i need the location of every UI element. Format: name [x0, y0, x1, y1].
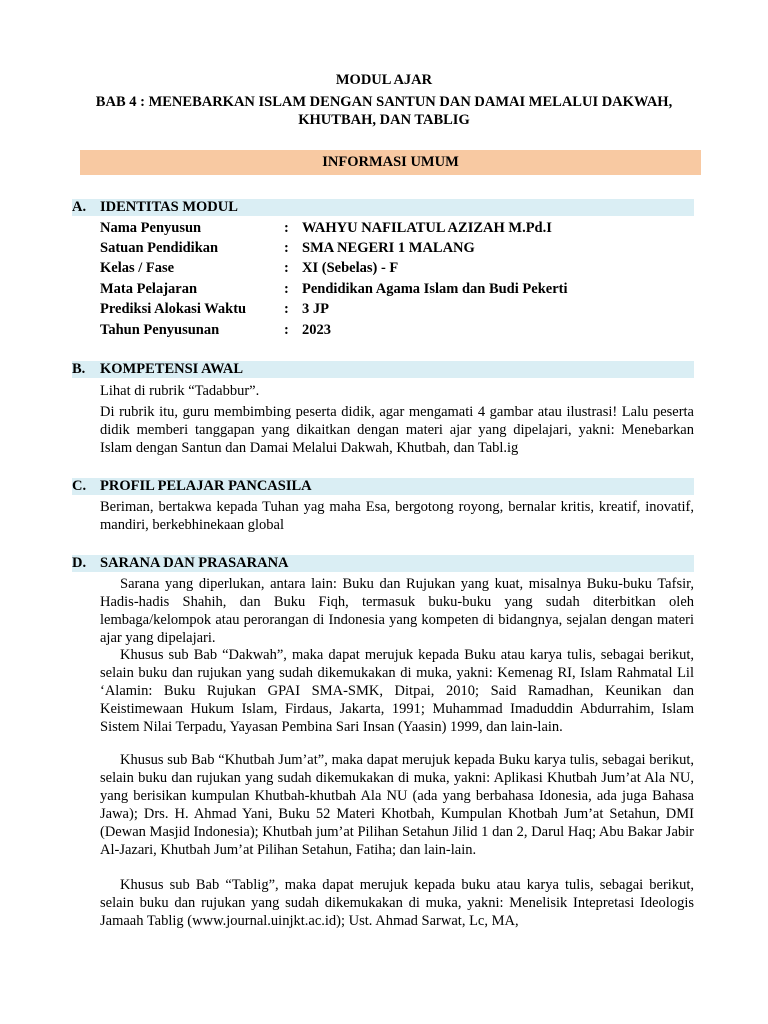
identity-value: 3 JP: [302, 301, 329, 317]
section-b-heading: [72, 361, 694, 378]
identity-colon: :: [284, 281, 289, 297]
chapter-title-line-2: KHUTBAH, DAN TABLIG: [298, 112, 470, 128]
section-title: IDENTITAS MODUL: [100, 199, 238, 215]
identity-key: Kelas / Fase: [100, 260, 175, 276]
section-letter: B.: [72, 361, 86, 377]
section-c-heading: [72, 478, 694, 495]
identity-colon: :: [284, 301, 289, 317]
identity-value: WAHYU NAFILATUL AZIZAH M.Pd.I: [302, 220, 552, 236]
dakwah-references-paragraph: Khusus sub Bab “Dakwah”, maka dapat merujuk kepada Buku atau karya tulis, sebagai berikut, selain buku dan rujukan yang sudah dikemukakan di muka, yakni: Kemenag RI, Islam Rahmatal Lil ‘Alamin: Buku Rujukan GPAI SMA-SMK, Ditpai, 2010; Said Ramadhan, Keunikan dan Keistimewaan Hukum Islam, Firdaus, Jakarta, 1991; Muhammad Imaduddin Abdurrahim, Islam Sistem Nilai Terpadu, Yayasan Pembina Sari Insan (Yaasin) 1999, dan lain-lain.: [100, 647, 694, 735]
facilities-paragraph: Sarana yang diperlukan, antara lain: Buku dan Rujukan yang kuat, misalnya Buku-buku Tafsir, Hadis-hadis Shahih, dan Buku Fiqh, termasuk buku-buku yang sudah diterbitkan oleh lembaga/kelompok atau perorangan di Indonesia yang kompeten di bidangnya, sejalan dengan materi ajar yang dipelajari.: [100, 576, 694, 646]
section-d-heading: [72, 555, 694, 572]
document-title: MODUL AJAR: [335, 72, 433, 88]
khutbah-references-paragraph: Khusus sub Bab “Khutbah Jum’at”, maka dapat merujuk kepada Buku karya tulis, sebagai berikut, selain buku dan rujukan yang sudah dikemukakan di muka, yakni: Aplikasi Khutbah Jum’at Ala NU, yang berisikan kumpulan Khutbah-khutbah Ala NU (ada yang berbahasa Idonesia, ada juga Bahasa Jawa); Drs. H. Ahmad Yani, Buku 52 Materi Khotbah, Kumpulan Khotbah Jum’at Setahun, DMI (Dewan Masjid Indonesia); Khutbah jum’at Pilihan Setahun Jilid 1 dan 2, Darul Haq; Abu Bakar Jabir Al-Jazari, Khutbah Jum’at Pilihan Setahun, Fatiha; dan lain-lain.: [100, 752, 694, 858]
chapter-title: [60, 93, 708, 129]
section-letter: D.: [72, 555, 87, 571]
section-title: KOMPETENSI AWAL: [100, 361, 244, 377]
general-info-banner: INFORMASI UMUM: [80, 150, 701, 175]
identity-value: 2023: [302, 322, 331, 338]
section-title: PROFIL PELAJAR PANCASILA: [100, 478, 312, 494]
identity-value: XI (Sebelas) - F: [302, 260, 399, 276]
section-letter: C.: [72, 478, 87, 494]
identity-key: Nama Penyusun: [100, 220, 202, 236]
identity-colon: :: [284, 322, 289, 338]
identity-colon: :: [284, 220, 289, 236]
initial-competence-text: Di rubrik itu, guru membimbing peserta didik, agar mengamati 4 gambar atau ilustrasi! Lalu peserta didik memberi tanggapan yang dikaitkan dengan materi ajar yang dipelajari, yakni: Menebarkan Islam dengan Santun dan Damai Melalui Dakwah, Khutbah, dan Tabl.ig: [100, 404, 694, 456]
chapter-title-line-1: BAB 4 : MENEBARKAN ISLAM DENGAN SANTUN DAN DAMAI MELALUI DAKWAH,: [95, 94, 673, 110]
identity-key: Tahun Penyusunan: [100, 322, 220, 338]
section-a-heading: [72, 199, 694, 216]
identity-colon: :: [284, 240, 289, 256]
section-letter: A.: [72, 199, 87, 215]
pancasila-profile-text: Beriman, bertakwa kepada Tuhan yag maha Esa, bergotong royong, bernalar kritis, kreatif, inovatif, mandiri, berkebhinekaan global: [100, 499, 694, 533]
identity-key: Prediksi Alokasi Waktu: [100, 301, 247, 317]
identity-key: Mata Pelajaran: [100, 281, 198, 297]
identity-key: Satuan Pendidikan: [100, 240, 219, 256]
identity-value: SMA NEGERI 1 MALANG: [302, 240, 475, 256]
tablig-references-paragraph: Khusus sub Bab “Tablig”, maka dapat merujuk kepada buku atau karya tulis, sebagai berikut, selain buku dan rujukan yang sudah dikemukakan di muka, yakni: Menelisik Intepretasi Ideologis Jamaah Tablig (www.journal.uinjkt.ac.id); Ust. Ahmad Sarwat, Lc, MA,: [100, 877, 694, 929]
identity-colon: :: [284, 260, 289, 276]
identity-value: Pendidikan Agama Islam dan Budi Pekerti: [302, 281, 568, 297]
section-title: SARANA DAN PRASARANA: [100, 555, 289, 571]
initial-competence-intro: Lihat di rubrik “Tadabbur”.: [100, 383, 260, 399]
